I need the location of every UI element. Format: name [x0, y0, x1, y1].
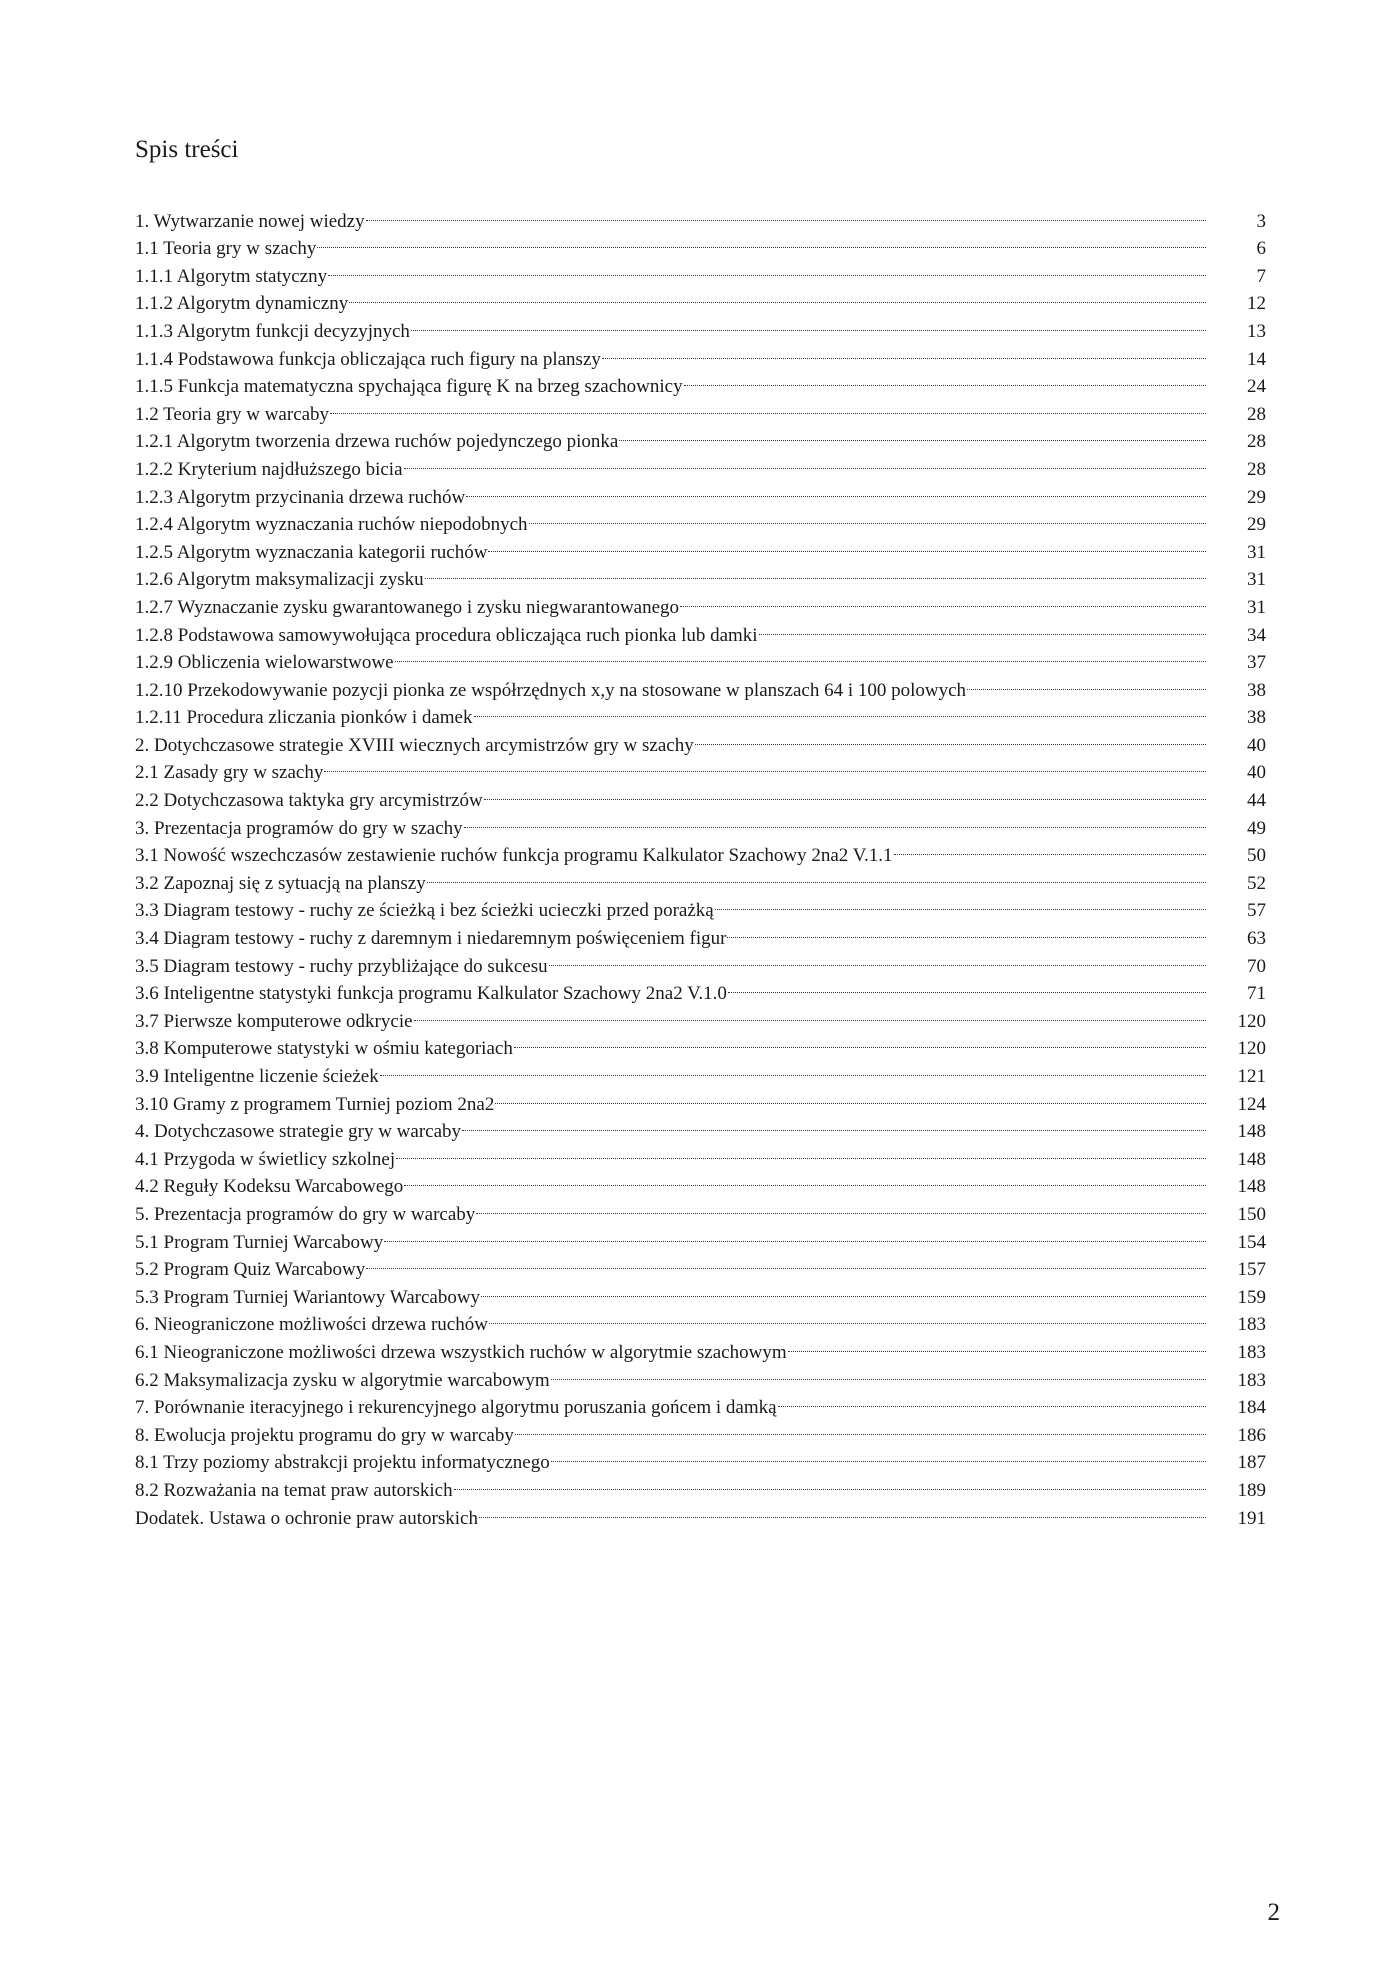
toc-entry-page: 40: [1247, 734, 1266, 756]
toc-dot-leader: [474, 696, 1207, 724]
toc-entry-label: 8. Ewolucja projektu programu do gry w warcaby: [135, 1424, 514, 1446]
toc-entry-page: 148: [1237, 1148, 1266, 1170]
toc-entry-label: 2.2 Dotychczasowa taktyka gry arcymistrzów: [135, 790, 483, 812]
toc-entry-label: 3.8 Komputerowe statystyki w ośmiu kategoriach: [135, 1038, 513, 1060]
toc-entry-label: 1.2.8 Podstawowa samowywołująca procedura obliczająca ruch pionka lub damki: [135, 624, 758, 646]
toc-entry-page: 121: [1237, 1066, 1266, 1087]
page-title: Spis treści: [135, 136, 239, 163]
toc-entry-page: 12: [1247, 293, 1266, 315]
toc-entry-label: 1.1 Teoria gry w szachy: [135, 238, 317, 260]
toc-entry-label: 1. Wytwarzanie nowej wiedzy: [135, 210, 365, 232]
toc-dot-leader: [414, 999, 1206, 1027]
toc-dot-leader: [411, 309, 1206, 337]
toc-dot-leader: [454, 1468, 1206, 1496]
toc-entry-page: 40: [1247, 762, 1266, 784]
toc-entry-label: 1.2.5 Algorytm wyznaczania kategorii ruchów: [135, 541, 488, 563]
toc-dot-leader: [479, 1496, 1206, 1524]
toc-entry-page: 120: [1237, 1038, 1266, 1060]
toc-entry-page: 29: [1247, 486, 1266, 508]
toc-entry-label: 5.1 Program Turniej Warcabowy: [135, 1231, 384, 1253]
toc-entry-label: 1.1.1 Algorytm statyczny: [135, 265, 328, 287]
toc-entry-label: 3.5 Diagram testowy - ruchy przybliżające do sukcesu: [135, 955, 548, 977]
toc-entry-page: 63: [1247, 928, 1266, 950]
toc-entry-label: 1.2.4 Algorytm wyznaczania ruchów niepodobnych: [135, 514, 528, 536]
toc-entry-page: 34: [1247, 624, 1266, 646]
toc-dot-leader: [529, 503, 1206, 531]
toc-dot-leader: [462, 1110, 1206, 1138]
toc-entry-label: 8.2 Rozważania na temat praw autorskich: [135, 1479, 453, 1501]
toc-entry[interactable]: [135, 199, 1266, 232]
toc-entry-label: 1.1.3 Algorytm funkcji decyzyjnych: [135, 320, 410, 342]
toc-entry-page: 37: [1247, 652, 1266, 674]
toc-entry-label: 6. Nieograniczone możliwości drzewa ruchów: [135, 1314, 488, 1336]
toc-entry-page: 28: [1247, 458, 1266, 480]
toc-entry-label: 1.2.10 Przekodowywanie pozycji pionka ze współrzędnych x,y na stosowane w planszach 64 i 100 polowych: [135, 679, 967, 701]
toc-entry-page: 50: [1247, 845, 1266, 867]
toc-entry-page: 14: [1247, 348, 1266, 370]
toc-dot-leader: [489, 1303, 1206, 1331]
toc-entry-page: 13: [1247, 320, 1266, 342]
toc-entry-label: 6.1 Nieograniczone możliwości drzewa wszystkich ruchów w algorytmie szachowym: [135, 1341, 787, 1363]
toc-dot-leader: [551, 1441, 1206, 1469]
toc-dot-leader: [427, 861, 1206, 889]
toc-dot-leader: [894, 834, 1207, 862]
toc-entry-page: 191: [1237, 1507, 1266, 1529]
toc-entry-label: 1.2.6 Algorytm maksymalizacji zysku: [135, 569, 424, 591]
toc-entry-label: 1.2 Teoria gry w warcaby: [135, 403, 330, 425]
toc-dot-leader: [328, 254, 1206, 282]
toc-dot-leader: [349, 282, 1206, 310]
toc-entry-page: 184: [1237, 1397, 1266, 1419]
toc-entry-label: 5.2 Program Quiz Warcabowy: [135, 1259, 366, 1281]
toc-entry-label: 3.3 Diagram testowy - ruchy ze ścieżką i bez ścieżki ucieczki przed porażką: [135, 900, 714, 922]
toc-dot-leader: [715, 889, 1206, 917]
toc-entry-label: 7. Porównanie iteracyjnego i rekurencyjnego algorytmu poruszania gońcem i damką: [135, 1397, 777, 1419]
toc-entry-page: 49: [1247, 817, 1266, 839]
toc-entry-page: 187: [1237, 1452, 1266, 1474]
toc-entry-page: 189: [1237, 1479, 1266, 1501]
toc-dot-leader: [466, 475, 1206, 503]
toc-dot-leader: [728, 972, 1206, 1000]
toc-dot-leader: [330, 392, 1206, 420]
toc-entry-page: 154: [1237, 1231, 1266, 1253]
toc-dot-leader: [366, 1248, 1206, 1276]
toc-dot-leader: [727, 916, 1206, 944]
toc-dot-leader: [464, 806, 1206, 834]
toc-dot-leader: [404, 1165, 1206, 1193]
toc-entry-label: 1.2.3 Algorytm przycinania drzewa ruchów: [135, 486, 466, 508]
toc-entry-page: 148: [1237, 1121, 1266, 1143]
page-number: 2: [1267, 1899, 1280, 1926]
toc-dot-leader: [495, 1082, 1206, 1110]
toc-entry-label: Dodatek. Ustawa o ochronie praw autorskich: [135, 1507, 478, 1529]
toc-entry-label: 3.4 Diagram testowy - ruchy z daremnym i niedaremnym poświęceniem figur: [135, 928, 727, 950]
toc-entry-label: 4.1 Przygoda w świetlicy szkolnej: [135, 1148, 396, 1170]
toc-dot-leader: [366, 199, 1206, 227]
toc-entry-label: 4. Dotychczasowe strategie gry w warcaby: [135, 1121, 462, 1143]
toc-entry-page: 148: [1237, 1176, 1266, 1198]
toc-entry-label: 2. Dotychczasowe strategie XVIII wiecznych arcymistrzów gry w szachy: [135, 734, 694, 756]
toc-entry-page: 120: [1237, 1010, 1266, 1032]
toc-dot-leader: [514, 1027, 1206, 1055]
toc-entry-page: 3: [1256, 210, 1266, 232]
toc-entry-label: 5.3 Program Turniej Wariantowy Warcabowy: [135, 1286, 481, 1308]
toc-dot-leader: [759, 613, 1206, 641]
toc-entry-page: 52: [1247, 872, 1266, 894]
toc-dot-leader: [317, 227, 1206, 255]
toc-entry-label: 1.2.7 Wyznaczanie zysku gwarantowanego i zysku niegwarantowanego: [135, 596, 680, 618]
toc-entry-page: 150: [1237, 1203, 1266, 1225]
toc-dot-leader: [396, 1137, 1206, 1165]
toc-entry-label: 1.1.5 Funkcja matematyczna spychająca figurę K na brzeg szachownicy: [135, 376, 683, 398]
toc-entry-page: 28: [1247, 431, 1266, 453]
toc-entry-label: 3.9 Inteligentne liczenie ścieżek: [135, 1066, 379, 1087]
toc-entry-label: 5. Prezentacja programów do gry w warcaby: [135, 1203, 476, 1225]
table-of-contents: [135, 199, 1266, 1529]
toc-entry-page: 186: [1237, 1424, 1266, 1446]
toc-entry-label: 3.6 Inteligentne statystyki funkcja programu Kalkulator Szachowy 2na2 V.1.0: [135, 983, 727, 1005]
toc-entry-label: 2.1 Zasady gry w szachy: [135, 762, 324, 784]
toc-entry-page: 31: [1247, 596, 1266, 618]
toc-entry-label: 1.2.11 Procedura zliczania pionków i damek: [135, 707, 473, 729]
toc-dot-leader: [788, 1330, 1206, 1358]
toc-entry-label: 1.1.4 Podstawowa funkcja obliczająca ruch figury na planszy: [135, 348, 601, 370]
toc-dot-leader: [695, 723, 1206, 751]
toc-entry-page: 183: [1237, 1341, 1266, 1363]
toc-entry-page: 29: [1247, 514, 1266, 536]
toc-entry-page: 159: [1237, 1286, 1266, 1308]
toc-dot-leader: [549, 944, 1206, 972]
toc-dot-leader: [619, 420, 1206, 448]
toc-entry-page: 6: [1256, 238, 1266, 260]
toc-dot-leader: [967, 668, 1206, 696]
toc-dot-leader: [488, 530, 1206, 558]
toc-dot-leader: [476, 1192, 1206, 1220]
toc-entry-page: 71: [1247, 983, 1266, 1005]
toc-entry-label: 3.2 Zapoznaj się z sytuacją na planszy: [135, 872, 426, 894]
toc-entry-page: 31: [1247, 569, 1266, 591]
toc-dot-leader: [684, 365, 1206, 393]
toc-entry-label: 3.1 Nowość wszechczasów zestawienie ruchów funkcja programu Kalkulator Szachowy 2na2 V.1.1: [135, 845, 893, 867]
toc-entry-label: 4.2 Reguły Kodeksu Warcabowego: [135, 1176, 404, 1198]
toc-dot-leader: [602, 337, 1206, 365]
toc-entry-page: 38: [1247, 707, 1266, 729]
toc-dot-leader: [380, 1054, 1206, 1082]
toc-dot-leader: [680, 585, 1206, 613]
toc-dot-leader: [778, 1386, 1206, 1414]
toc-entry-label: 3.7 Pierwsze komputerowe odkrycie: [135, 1010, 413, 1032]
toc-entry-page: 24: [1247, 376, 1266, 398]
toc-dot-leader: [484, 778, 1206, 806]
toc-entry-page: 183: [1237, 1369, 1266, 1391]
toc-entry-page: 28: [1247, 403, 1266, 425]
toc-dot-leader: [425, 558, 1206, 586]
toc-entry-page: 44: [1247, 790, 1266, 812]
toc-dot-leader: [481, 1275, 1206, 1303]
toc-entry-page: 31: [1247, 541, 1266, 563]
toc-entry-page: 157: [1237, 1259, 1266, 1281]
toc-entry-page: 7: [1256, 265, 1266, 287]
toc-entry-label: 1.2.1 Algorytm tworzenia drzewa ruchów pojedynczego pionka: [135, 431, 619, 453]
toc-entry-label: 1.1.2 Algorytm dynamiczny: [135, 293, 349, 315]
toc-entry-page: 124: [1237, 1093, 1266, 1115]
toc-entry-label: 6.2 Maksymalizacja zysku w algorytmie warcabowym: [135, 1369, 550, 1391]
toc-dot-leader: [395, 641, 1206, 669]
toc-dot-leader: [324, 751, 1206, 779]
toc-dot-leader: [551, 1358, 1206, 1386]
toc-entry-page: 57: [1247, 900, 1266, 922]
toc-entry-page: 183: [1237, 1314, 1266, 1336]
toc-entry-label: 1.2.2 Kryterium najdłuższego bicia: [135, 458, 403, 480]
toc-entry-label: 3. Prezentacja programów do gry w szachy: [135, 817, 463, 839]
toc-entry-page: 38: [1247, 679, 1266, 701]
toc-entry-page: 70: [1247, 955, 1266, 977]
toc-entry-label: 1.2.9 Obliczenia wielowarstwowe: [135, 652, 394, 674]
toc-dot-leader: [515, 1413, 1206, 1441]
toc-entry-label: 8.1 Trzy poziomy abstrakcji projektu informatycznego: [135, 1452, 550, 1474]
toc-dot-leader: [404, 447, 1206, 475]
toc-entry-label: 3.10 Gramy z programem Turniej poziom 2na2: [135, 1093, 495, 1115]
toc-dot-leader: [384, 1220, 1206, 1248]
